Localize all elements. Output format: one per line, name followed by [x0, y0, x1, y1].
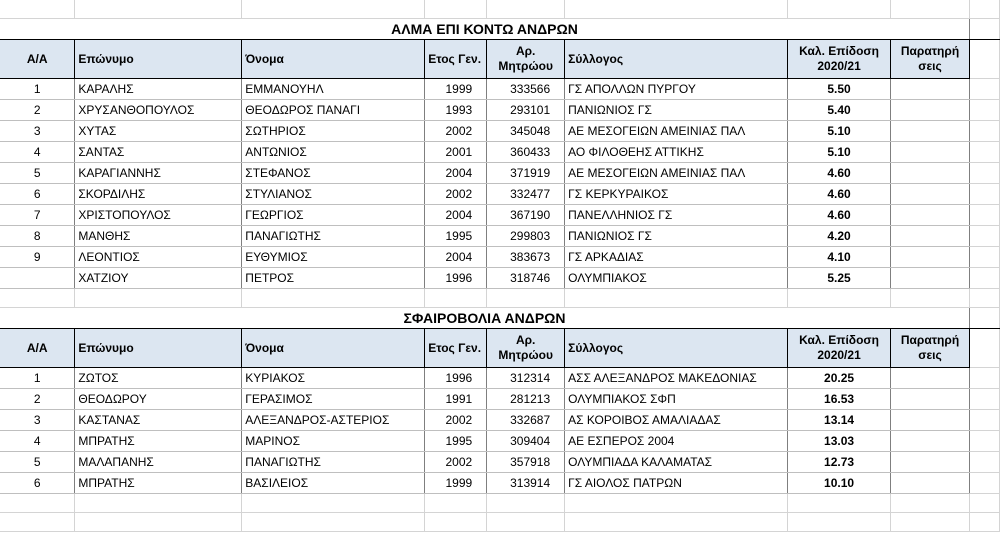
header-reg-line1: Αρ. [515, 44, 536, 58]
cell-surname[interactable]: ΧΡΥΣΑΝΘΟΠΟΥΛΟΣ [75, 100, 242, 121]
header-reg[interactable] [487, 40, 565, 79]
empty-cell[interactable] [970, 0, 1000, 19]
cell-surname[interactable]: ΧΥΤΑΣ [75, 121, 242, 142]
cell-year[interactable]: 1999 [425, 79, 487, 100]
cell-best[interactable]: 5.50 [788, 79, 891, 100]
cell-name[interactable]: ΕΥΘΥΜΙΟΣ [242, 247, 425, 268]
cell-name[interactable]: ΕΜΜΑΝΟΥΗΛ [242, 79, 425, 100]
empty-cell[interactable] [970, 268, 1000, 289]
empty-cell[interactable] [970, 329, 1000, 368]
empty-cell[interactable] [487, 0, 565, 19]
cell-club[interactable]: ΑΣ ΚΟΡΟΙΒΟΣ ΑΜΑΛΙΑΔΑΣ [565, 410, 788, 431]
cell-year[interactable]: 2002 [425, 410, 487, 431]
cell-reg[interactable]: 281213 [487, 389, 565, 410]
cell-aa[interactable]: 2 [0, 389, 75, 410]
cell-notes[interactable] [891, 121, 970, 142]
cell-name[interactable]: ΣΤΥΛΙΑΝΟΣ [242, 184, 425, 205]
blank-row [0, 513, 1000, 532]
empty-cell[interactable] [75, 289, 242, 308]
empty-cell[interactable] [425, 494, 487, 513]
cell-best[interactable]: 13.14 [788, 410, 891, 431]
cell-reg[interactable]: 293101 [487, 100, 565, 121]
cell-club[interactable]: ΑΕ ΜΕΣΟΓΕΙΩΝ ΑΜΕΙΝΙΑΣ ΠΑΛ [565, 163, 788, 184]
empty-cell[interactable] [0, 0, 75, 19]
table-row [0, 473, 1000, 494]
empty-cell[interactable] [788, 513, 891, 532]
cell-club[interactable]: ΠΑΝΕΛΛΗΝΙΟΣ ΓΣ [565, 205, 788, 226]
table-row [0, 184, 1000, 205]
cell-aa[interactable]: 3 [0, 410, 75, 431]
cell-surname[interactable]: ΣΚΟΡΔΙΛΗΣ [75, 184, 242, 205]
cell-year[interactable]: 2004 [425, 247, 487, 268]
cell-aa[interactable]: 3 [0, 121, 75, 142]
cell-aa[interactable]: 6 [0, 473, 75, 494]
cell-club[interactable]: ΠΑΝΙΩΝΙΟΣ ΓΣ [565, 226, 788, 247]
empty-cell[interactable] [0, 289, 75, 308]
empty-cell[interactable] [970, 19, 1000, 40]
cell-reg[interactable]: 332687 [487, 410, 565, 431]
header-notes-line1: Παρατηρή [900, 44, 960, 58]
cell-aa[interactable]: 8 [0, 226, 75, 247]
cell-best[interactable]: 4.20 [788, 226, 891, 247]
cell-surname[interactable]: ΚΑΣΤΑΝΑΣ [75, 410, 242, 431]
empty-cell[interactable] [242, 0, 425, 19]
header-best-line2: 2020/21 [817, 348, 861, 362]
header-notes[interactable] [891, 40, 970, 79]
empty-cell[interactable] [970, 410, 1000, 431]
cell-year[interactable]: 1995 [425, 431, 487, 452]
header-club[interactable]: Σύλλογος [565, 40, 788, 79]
cell-reg[interactable]: 318746 [487, 268, 565, 289]
empty-cell[interactable] [788, 494, 891, 513]
cell-year[interactable]: 1993 [425, 100, 487, 121]
cell-best[interactable]: 16.53 [788, 389, 891, 410]
header-notes-line2: σεις [918, 348, 942, 362]
header-row [0, 329, 1000, 368]
cell-year[interactable]: 2004 [425, 205, 487, 226]
cell-surname[interactable]: ΛΕΟΝΤΙΟΣ [75, 247, 242, 268]
empty-cell[interactable] [970, 308, 1000, 329]
empty-cell[interactable] [242, 513, 425, 532]
cell-aa[interactable]: 4 [0, 431, 75, 452]
header-best-line1: Καλ. Επίδοση [799, 44, 879, 58]
empty-cell[interactable] [970, 452, 1000, 473]
header-reg-line2: Μητρώου [498, 348, 553, 362]
empty-cell[interactable] [970, 205, 1000, 226]
cell-year[interactable]: 1996 [425, 368, 487, 389]
header-notes[interactable] [891, 329, 970, 368]
cell-notes[interactable] [891, 247, 970, 268]
header-notes-line2: σεις [918, 59, 942, 73]
table-row [0, 100, 1000, 121]
cell-year[interactable]: 1991 [425, 389, 487, 410]
header-aa[interactable]: Α/Α [0, 40, 75, 79]
cell-reg[interactable]: 360433 [487, 142, 565, 163]
section-title-row [0, 19, 1000, 40]
cell-name[interactable]: ΑΝΤΩΝΙΟΣ [242, 142, 425, 163]
cell-best[interactable]: 20.25 [788, 368, 891, 389]
cell-name[interactable]: ΣΩΤΗΡΙΟΣ [242, 121, 425, 142]
empty-cell[interactable] [565, 513, 788, 532]
empty-cell[interactable] [788, 0, 891, 19]
empty-cell[interactable] [242, 289, 425, 308]
section-title[interactable]: ΑΛΜΑ ΕΠΙ ΚΟΝΤΩ ΑΝΔΡΩΝ [0, 19, 970, 40]
cell-name[interactable]: ΓΕΩΡΓΙΟΣ [242, 205, 425, 226]
empty-cell[interactable] [425, 289, 487, 308]
cell-year[interactable]: 1999 [425, 473, 487, 494]
header-row [0, 40, 1000, 79]
empty-cell[interactable] [0, 513, 75, 532]
cell-name[interactable]: ΚΥΡΙΑΚΟΣ [242, 368, 425, 389]
cell-best[interactable]: 4.60 [788, 163, 891, 184]
empty-cell[interactable] [970, 40, 1000, 79]
header-surname[interactable]: Επώνυμο [75, 329, 242, 368]
cell-year[interactable]: 2001 [425, 142, 487, 163]
header-best-line2: 2020/21 [817, 59, 861, 73]
cell-notes[interactable] [891, 368, 970, 389]
cell-notes[interactable] [891, 163, 970, 184]
cell-club[interactable]: ΓΣ ΑΙΟΛΟΣ ΠΑΤΡΩΝ [565, 473, 788, 494]
cell-best[interactable]: 13.03 [788, 431, 891, 452]
cell-aa[interactable]: 2 [0, 100, 75, 121]
blank-row [0, 494, 1000, 513]
cell-notes[interactable] [891, 410, 970, 431]
cell-notes[interactable] [891, 452, 970, 473]
table-row [0, 389, 1000, 410]
cell-reg[interactable]: 309404 [487, 431, 565, 452]
empty-cell[interactable] [891, 289, 970, 308]
cell-best[interactable]: 5.40 [788, 100, 891, 121]
empty-cell[interactable] [75, 0, 242, 19]
header-aa[interactable]: Α/Α [0, 329, 75, 368]
cell-name[interactable]: ΠΑΝΑΓΙΩΤΗΣ [242, 452, 425, 473]
cell-surname[interactable]: ΚΑΡΑΛΗΣ [75, 79, 242, 100]
header-year[interactable]: Ετος Γεν. [425, 40, 487, 79]
empty-cell[interactable] [891, 513, 970, 532]
cell-surname[interactable]: ΧΡΙΣΤΟΠΟΥΛΟΣ [75, 205, 242, 226]
header-best[interactable] [788, 329, 891, 368]
cell-aa[interactable]: 7 [0, 205, 75, 226]
empty-cell[interactable] [970, 247, 1000, 268]
cell-notes[interactable] [891, 79, 970, 100]
empty-cell[interactable] [970, 121, 1000, 142]
empty-cell[interactable] [487, 289, 565, 308]
cell-aa[interactable]: 1 [0, 79, 75, 100]
empty-cell[interactable] [970, 431, 1000, 452]
cell-club[interactable]: ΑΕ ΕΣΠΕΡΟΣ 2004 [565, 431, 788, 452]
empty-cell[interactable] [970, 368, 1000, 389]
cell-notes[interactable] [891, 226, 970, 247]
empty-cell[interactable] [75, 513, 242, 532]
header-best-line1: Καλ. Επίδοση [799, 333, 879, 347]
blank-row [0, 289, 1000, 308]
section-title-row [0, 308, 1000, 329]
table-row [0, 142, 1000, 163]
empty-cell[interactable] [0, 494, 75, 513]
cell-name[interactable]: ΜΑΡΙΝΟΣ [242, 431, 425, 452]
cell-year[interactable]: 2002 [425, 184, 487, 205]
empty-cell[interactable] [970, 513, 1000, 532]
cell-reg[interactable]: 312314 [487, 368, 565, 389]
table-row [0, 410, 1000, 431]
table-row [0, 268, 1000, 289]
table-row [0, 368, 1000, 389]
header-club[interactable]: Σύλλογος [565, 329, 788, 368]
empty-cell[interactable] [565, 289, 788, 308]
cell-name[interactable]: ΑΛΕΞΑΝΔΡΟΣ-ΑΣΤΕΡΙΟΣ [242, 410, 425, 431]
cell-name[interactable]: ΓΕΡΑΣΙΜΟΣ [242, 389, 425, 410]
cell-notes[interactable] [891, 100, 970, 121]
cell-aa[interactable]: 4 [0, 142, 75, 163]
cell-club[interactable]: ΠΑΝΙΩΝΙΟΣ ΓΣ [565, 100, 788, 121]
empty-cell[interactable] [970, 494, 1000, 513]
cell-surname[interactable]: ΣΑΝΤΑΣ [75, 142, 242, 163]
cell-reg[interactable]: 383673 [487, 247, 565, 268]
empty-cell[interactable] [970, 79, 1000, 100]
cell-club[interactable]: ΟΛΥΜΠΙΑΚΟΣ ΣΦΠ [565, 389, 788, 410]
header-name[interactable]: Όνομα [242, 329, 425, 368]
header-best[interactable] [788, 40, 891, 79]
header-reg-line1: Αρ. [515, 333, 536, 347]
empty-cell[interactable] [487, 494, 565, 513]
header-reg-line2: Μητρώου [498, 59, 553, 73]
cell-best[interactable]: 5.10 [788, 142, 891, 163]
empty-cell[interactable] [970, 226, 1000, 247]
cell-surname[interactable]: ΜΑΝΘΗΣ [75, 226, 242, 247]
table-row [0, 247, 1000, 268]
cell-reg[interactable]: 357918 [487, 452, 565, 473]
cell-notes[interactable] [891, 389, 970, 410]
cell-notes[interactable] [891, 268, 970, 289]
empty-cell[interactable] [425, 513, 487, 532]
cell-club[interactable]: ΓΣ ΚΕΡΚΥΡΑΙΚΟΣ [565, 184, 788, 205]
cell-surname[interactable]: ΘΕΟΔΩΡΟΥ [75, 389, 242, 410]
cell-reg[interactable]: 313914 [487, 473, 565, 494]
cell-notes[interactable] [891, 473, 970, 494]
cell-club[interactable]: ΑΟ ΦΙΛΟΘΕΗΣ ΑΤΤΙΚΗΣ [565, 142, 788, 163]
empty-cell[interactable] [425, 0, 487, 19]
cell-reg[interactable]: 333566 [487, 79, 565, 100]
cell-best[interactable]: 4.10 [788, 247, 891, 268]
empty-cell[interactable] [970, 184, 1000, 205]
cell-aa[interactable]: 1 [0, 368, 75, 389]
cell-aa[interactable]: 9 [0, 247, 75, 268]
cell-surname[interactable]: ΜΠΡΑΤΗΣ [75, 473, 242, 494]
cell-aa[interactable]: 6 [0, 184, 75, 205]
cell-surname[interactable]: ΜΠΡΑΤΗΣ [75, 431, 242, 452]
cell-aa[interactable] [0, 268, 75, 289]
cell-club[interactable]: ΑΕ ΜΕΣΟΓΕΙΩΝ ΑΜΕΙΝΙΑΣ ΠΑΛ [565, 121, 788, 142]
table-row [0, 431, 1000, 452]
cell-year[interactable]: 2004 [425, 163, 487, 184]
cell-year[interactable]: 1995 [425, 226, 487, 247]
cell-notes[interactable] [891, 205, 970, 226]
empty-cell[interactable] [487, 513, 565, 532]
empty-cell[interactable] [970, 473, 1000, 494]
cell-aa[interactable]: 5 [0, 163, 75, 184]
cell-reg[interactable]: 367190 [487, 205, 565, 226]
cell-surname[interactable]: ΧΑΤΖΙΟΥ [75, 268, 242, 289]
cell-reg[interactable]: 371919 [487, 163, 565, 184]
header-surname[interactable]: Επώνυμο [75, 40, 242, 79]
header-notes-line1: Παρατηρή [900, 333, 960, 347]
empty-cell[interactable] [970, 163, 1000, 184]
cell-name[interactable]: ΣΤΕΦΑΝΟΣ [242, 163, 425, 184]
cell-club[interactable]: ΟΛΥΜΠΙΑΚΟΣ [565, 268, 788, 289]
cell-name[interactable]: ΘΕΟΔΩΡΟΣ ΠΑΝΑΓΙ [242, 100, 425, 121]
cell-surname[interactable]: ΜΑΛΑΠΑΝΗΣ [75, 452, 242, 473]
cell-aa[interactable]: 5 [0, 452, 75, 473]
empty-cell[interactable] [565, 494, 788, 513]
cell-best[interactable]: 10.10 [788, 473, 891, 494]
empty-cell[interactable] [242, 494, 425, 513]
cell-surname[interactable]: ΚΑΡΑΓΙΑΝΝΗΣ [75, 163, 242, 184]
empty-cell[interactable] [970, 389, 1000, 410]
cell-best[interactable]: 5.10 [788, 121, 891, 142]
cell-year[interactable]: 2002 [425, 121, 487, 142]
cell-notes[interactable] [891, 431, 970, 452]
table-row [0, 452, 1000, 473]
empty-cell[interactable] [970, 142, 1000, 163]
cell-reg[interactable]: 345048 [487, 121, 565, 142]
empty-cell[interactable] [891, 0, 970, 19]
header-name[interactable]: Όνομα [242, 40, 425, 79]
empty-cell[interactable] [75, 494, 242, 513]
table-row [0, 226, 1000, 247]
cell-club[interactable]: ΓΣ ΑΠΟΛΛΩΝ ΠΥΡΓΟΥ [565, 79, 788, 100]
table-row [0, 205, 1000, 226]
empty-cell[interactable] [788, 289, 891, 308]
empty-cell[interactable] [970, 100, 1000, 121]
cell-club[interactable]: ΟΛΥΜΠΙΑΔΑ ΚΑΛΑΜΑΤΑΣ [565, 452, 788, 473]
cell-reg[interactable]: 299803 [487, 226, 565, 247]
empty-cell[interactable] [891, 494, 970, 513]
cell-best[interactable]: 5.25 [788, 268, 891, 289]
table-row [0, 121, 1000, 142]
cell-name[interactable]: ΒΑΣΙΛΕΙΟΣ [242, 473, 425, 494]
cell-reg[interactable]: 332477 [487, 184, 565, 205]
cell-best[interactable]: 4.60 [788, 205, 891, 226]
cell-club[interactable]: ΓΣ ΑΡΚΑΔΙΑΣ [565, 247, 788, 268]
cell-best[interactable]: 12.73 [788, 452, 891, 473]
header-year[interactable]: Ετος Γεν. [425, 329, 487, 368]
cell-notes[interactable] [891, 142, 970, 163]
empty-cell[interactable] [970, 289, 1000, 308]
cell-name[interactable]: ΠΕΤΡΟΣ [242, 268, 425, 289]
header-reg[interactable] [487, 329, 565, 368]
cell-surname[interactable]: ΖΩΤΟΣ [75, 368, 242, 389]
blank-row [0, 0, 1000, 19]
cell-name[interactable]: ΠΑΝΑΓΙΩΤΗΣ [242, 226, 425, 247]
cell-year[interactable]: 2002 [425, 452, 487, 473]
section-title[interactable]: ΣΦΑΙΡΟΒΟΛΙΑ ΑΝΔΡΩΝ [0, 308, 970, 329]
cell-year[interactable]: 1996 [425, 268, 487, 289]
empty-cell[interactable] [565, 0, 788, 19]
cell-best[interactable]: 4.60 [788, 184, 891, 205]
table-row [0, 79, 1000, 100]
cell-notes[interactable] [891, 184, 970, 205]
table-row [0, 163, 1000, 184]
cell-club[interactable]: ΑΣΣ ΑΛΕΞΑΝΔΡΟΣ ΜΑΚΕΔΟΝΙΑΣ [565, 368, 788, 389]
